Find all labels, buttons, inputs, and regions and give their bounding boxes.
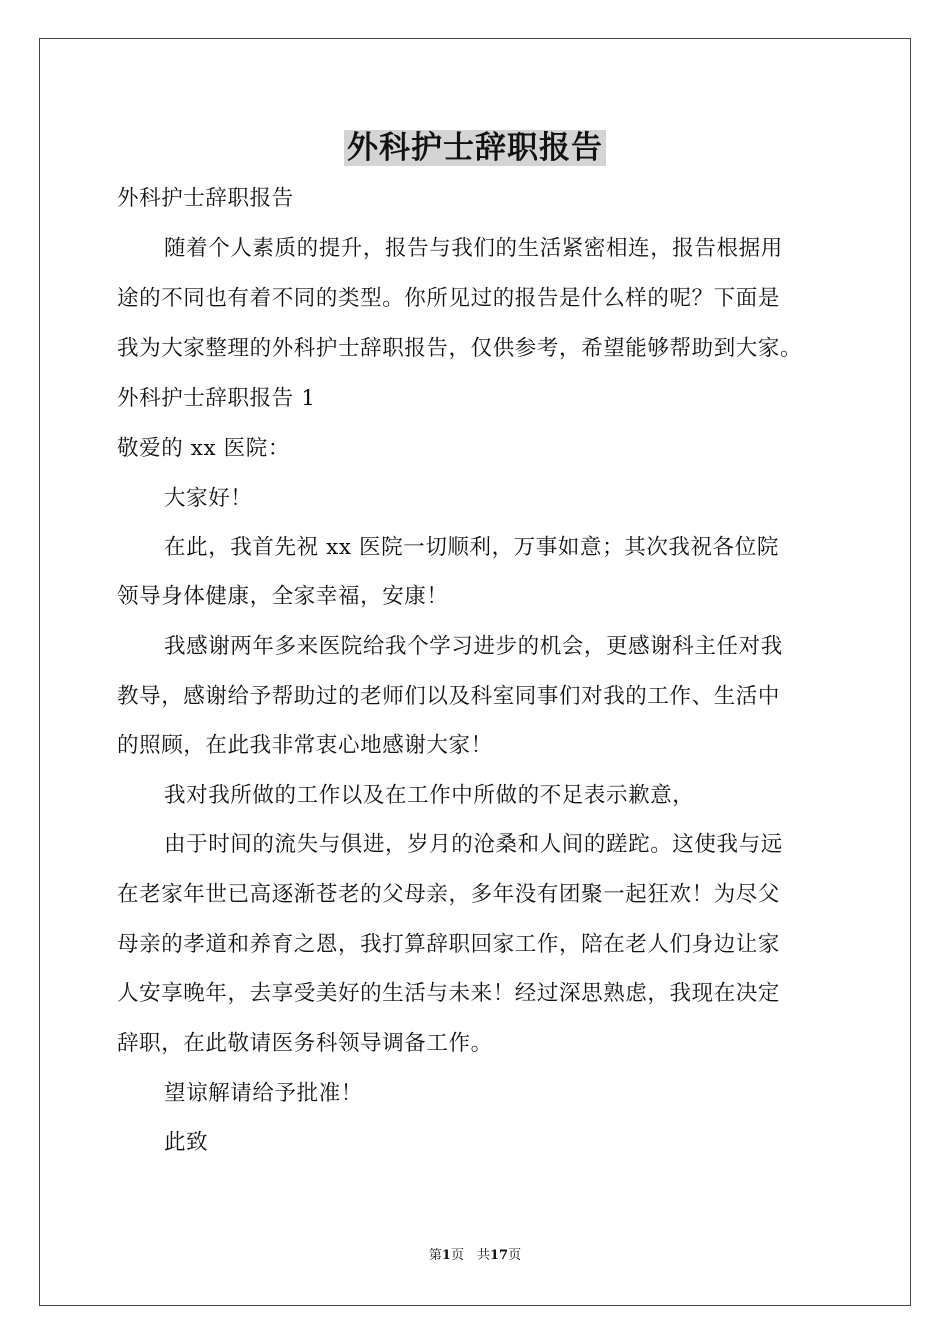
paragraph-line: 母亲的孝道和养育之恩，我打算辞职回家工作，陪在老人们身边让家	[117, 932, 781, 957]
request-line: 望谅解请给予批准！	[164, 1081, 363, 1106]
document-title	[0, 126, 950, 170]
paragraph-line: 的照顾，在此我非常衷心地感谢大家！	[117, 733, 493, 758]
paragraph-line: 辞职，在此敬请医务科领导调备工作。	[117, 1031, 493, 1056]
page-current-number: 1	[441, 1248, 451, 1263]
paragraph-line: 由于时间的流失与俱进，岁月的沧桑和人间的蹉跎。这使我与远	[164, 832, 783, 857]
page-total-number: 17	[489, 1248, 509, 1263]
salutation: 敬爱的 xx 医院：	[117, 436, 290, 461]
paragraph-line: 我感谢两年多来医院给我个学习进步的机会，更感谢科主任对我	[164, 634, 783, 659]
page-border	[39, 38, 911, 1306]
page-footer	[0, 1247, 950, 1265]
paragraph-line: 我为大家整理的外科护士辞职报告，仅供参考，希望能够帮助到大家。	[117, 336, 803, 361]
paragraph-line: 我对我所做的工作以及在工作中所做的不足表示歉意，	[164, 783, 695, 808]
paragraph-line: 领导身体健康，全家幸福，安康！	[117, 584, 449, 609]
footer-mid: 页 共	[450, 1248, 490, 1263]
paragraph-line: 随着个人素质的提升，报告与我们的生活紧密相连，报告根据用	[164, 236, 783, 261]
section-heading: 外科护士辞职报告 1	[117, 386, 316, 411]
footer-suffix: 页	[508, 1248, 522, 1263]
footer-prefix: 第	[428, 1248, 442, 1263]
closing-line: 此致	[164, 1130, 209, 1155]
paragraph-line: 人安享晚年，去享受美好的生活与未来！经过深思熟虑，我现在决定	[117, 981, 781, 1006]
document-title-text: 外科护士辞职报告	[344, 130, 606, 166]
intro-heading: 外科护士辞职报告	[117, 186, 294, 211]
greeting: 大家好！	[164, 486, 253, 511]
paragraph-line: 教导，感谢给予帮助过的老师们以及科室同事们对我的工作、生活中	[117, 684, 781, 709]
paragraph-line: 在此，我首先祝 xx 医院一切顺利，万事如意；其次我祝各位院	[164, 535, 779, 560]
paragraph-line: 在老家年世已高逐渐苍老的父母亲，多年没有团聚一起狂欢！为尽父	[117, 882, 781, 907]
paragraph-line: 途的不同也有着不同的类型。你所见过的报告是什么样的呢？下面是	[117, 286, 781, 311]
